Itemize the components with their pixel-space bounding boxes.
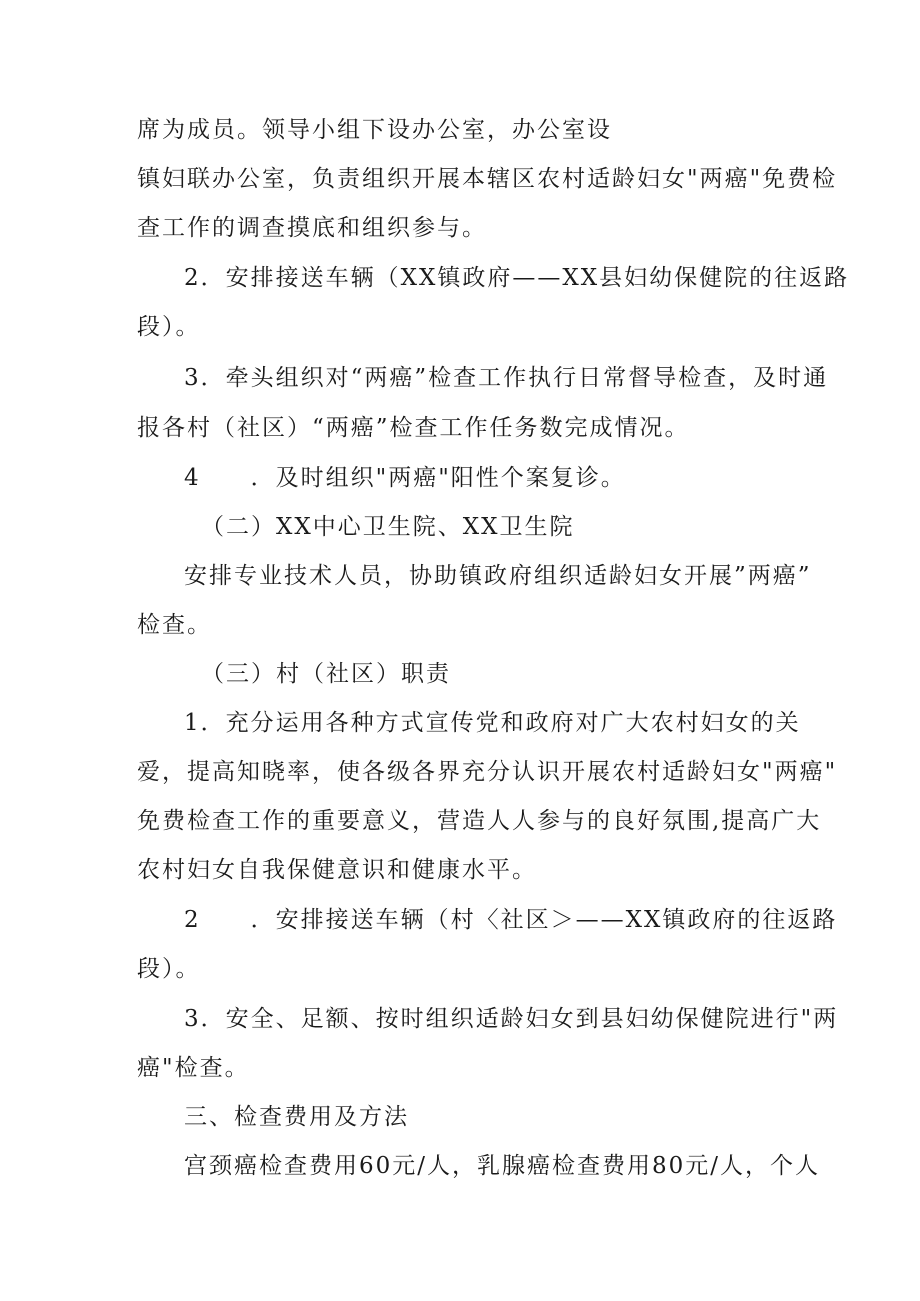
text-line-10: 安排专业技术人员，协助镇政府组织适龄妇女开展”两癌” bbox=[184, 563, 812, 589]
text-line-3: 查工作的调查摸底和组织参与。 bbox=[137, 215, 487, 241]
text-line-14: 爱，提高知晓率，使各级各界充分认识开展农村适龄妇女"两癌" bbox=[137, 759, 838, 785]
text-line-2: 镇妇联办公室，负责组织开展本辖区农村适龄妇女"两癌"免费检 bbox=[137, 166, 838, 192]
text-line-6: 3．牵头组织对“两癌”检查工作执行日常督导检查，及时通 bbox=[184, 365, 829, 391]
text-line-21: 三、检查费用及方法 bbox=[184, 1104, 409, 1130]
text-line-17: 2 ．安排接送车辆（村〈社区＞——XX镇政府的往返路 bbox=[184, 907, 838, 933]
text-line-9: （二）XX中心卫生院、XX卫生院 bbox=[201, 514, 575, 540]
text-line-19: 3．安全、足额、按时组织适龄妇女到县妇幼保健院进行"两 bbox=[184, 1006, 839, 1032]
text-line-18: 段）。 bbox=[137, 956, 201, 982]
text-line-13: 1．充分运用各种方式宣传党和政府对广大农村妇女的关 bbox=[184, 710, 801, 736]
text-line-4: 2．安排接送车辆（XX镇政府——XX县妇幼保健院的往返路 bbox=[184, 265, 850, 291]
text-line-20: 癌"检查。 bbox=[137, 1055, 250, 1081]
text-line-5: 段）。 bbox=[137, 314, 201, 340]
text-line-8: 4 ．及时组织"两癌"阳性个案复诊。 bbox=[184, 465, 626, 491]
text-line-15: 免费检查工作的重要意义，营造人人参与的良好氛围,提高广大 bbox=[137, 808, 822, 834]
text-line-12: （三）村（社区）职责 bbox=[201, 661, 451, 687]
text-line-1: 席为成员。领导小组下设办公室，办公室设 bbox=[137, 117, 612, 143]
text-line-11: 检查。 bbox=[137, 612, 212, 638]
text-line-16: 农村妇女自我保健意识和健康水平。 bbox=[137, 857, 537, 883]
text-line-7: 报各村（社区）“两癌”检查工作任务数完成情况。 bbox=[137, 415, 690, 441]
text-line-22: 宫颈癌检查费用60元/人，乳腺癌检查费用80元/人，个人 bbox=[184, 1153, 821, 1179]
